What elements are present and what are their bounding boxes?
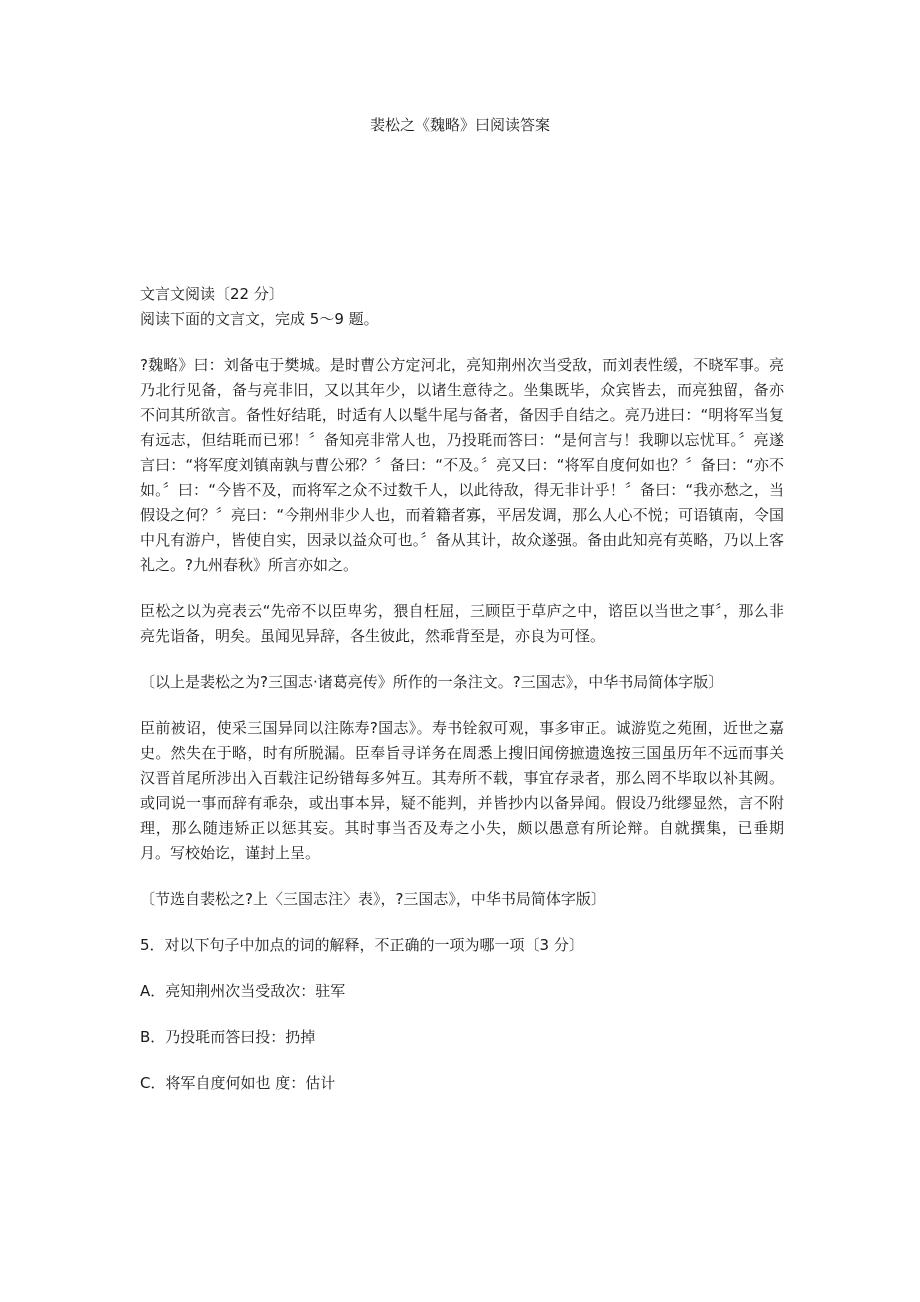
document-body (140, 282, 784, 1096)
question-5-option-c: C．将军自度何如也 度：估计 (140, 1074, 336, 1092)
source-note-1: 〔以上是裴松之为?三国志·诸葛亮传》所作的一条注文。?三国志》，中华书局简体字版〕 (140, 673, 724, 691)
section-header: 文言文阅读〔22 分〕 (140, 285, 284, 303)
source-note-2: 〔节选自裴松之?上〈三国志注〉表》，?三国志》，中华书局简体字版〕 (140, 890, 606, 908)
passage-pei-commentary: 臣松之以为亮表云“先帝不以臣卑劣，猥自枉屈，三顾臣于草庐之中，谘臣以当世之事〞，那么非亮先诣备，明矣。虽闻见异辞，各生彼此，然乖背至是，亦良为可怪。 (140, 602, 784, 645)
passage-memorial: 臣前被诏，使采三国异同以注陈寿?国志》。寿书铨叙可观，事多审正。诚游览之苑囿，近世之嘉史。然失在于略，时有所脱漏。臣奉旨寻详务在周悉上搜旧闻傍摭遗逸按三国虽历年不远而事关汉晋首尾所涉出入百载注记纷错每多舛互。其寿所不载，事宜存录者，那么罔不毕取以补其阙。或同说一事而辞有乖杂，或出事本异，疑不能判，并皆抄内以备异闻。假设乃纰缪显然，言不附理，那么随违矫正以惩其妄。其时事当否及寿之小失，颇以愚意有所论辩。自就撰集，已垂期月。写校始讫，谨封上呈。 (140, 719, 784, 862)
passage-weilue: ?魏略》曰：刘备屯于樊城。是时曹公方定河北，亮知荆州次当受敌，而刘表性缓，不晓军事。亮乃北行见备，备与亮非旧，又以其年少，以诸生意待之。坐集既毕，众宾皆去，而亮独留，备亦不问其所欲言。备性好结毦，时适有人以髦牛尾与备者，备因手自结之。亮乃进曰：“明将军当复有远志，但结毦而已邪！〞备知亮非常人也，乃投毦而答曰：“是何言与！我聊以忘忧耳。〞亮遂言曰：“将军度刘镇南孰与曹公邪？〞备曰：“不及。〞亮又曰：“将军自度何如也？〞备曰：“亦不如。〞曰：“今皆不及，而将军之众不过数千人，以此待敌，得无非计乎！〞备曰：“我亦愁之，当假设之何？〞亮曰：“今荆州非少人也，而着籍者寡，平居发调，那么人心不悦；可语镇南，令国中凡有游户，皆使自实，因录以益众可也。〞备从其计，故众遂强。备由此知亮有英略，乃以上客礼之。?九州春秋》所言亦如之。 (140, 356, 784, 574)
question-5-option-b: B．乃投毦而答曰投：扔掉 (140, 1028, 316, 1046)
question-5-option-a: A．亮知荆州次当受敌次：驻军 (140, 982, 346, 1000)
question-5-stem: 5．对以下句子中加点的词的解释，不正确的一项为哪一项〔3 分〕 (140, 936, 584, 954)
instruction-text: 阅读下面的文言文，完成 5～9 题。 (140, 310, 379, 328)
document-title: 裴松之《魏略》曰阅读答案 (369, 116, 550, 134)
